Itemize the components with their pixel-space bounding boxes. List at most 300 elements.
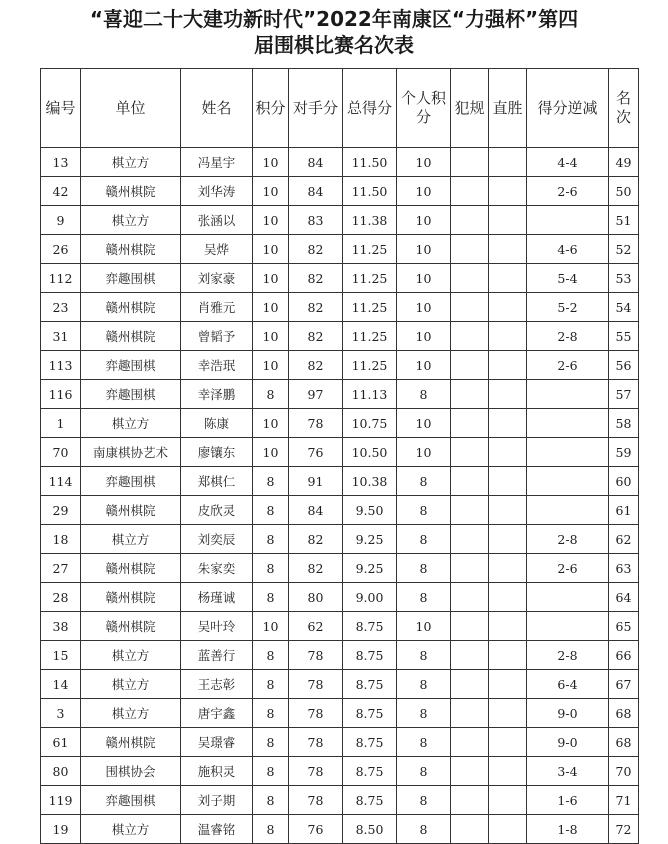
table-row: [41, 815, 639, 844]
cell-personal-score: 10: [397, 206, 451, 235]
cell-direct-win: [489, 699, 527, 728]
cell-total: 8.75: [343, 612, 397, 641]
cell-score: 8: [253, 757, 289, 786]
cell-total: 9.50: [343, 496, 397, 525]
cell-opponent-score: 78: [289, 409, 343, 438]
cell-score-ratio: [527, 409, 609, 438]
cell-personal-score: 10: [397, 351, 451, 380]
cell-name: 刘华涛: [181, 177, 253, 206]
cell-score-ratio: 5-2: [527, 293, 609, 322]
cell-id: 61: [41, 728, 81, 757]
cell-score-ratio: 2-6: [527, 351, 609, 380]
cell-direct-win: [489, 380, 527, 409]
cell-score: 8: [253, 786, 289, 815]
header-name: 姓名: [181, 69, 253, 148]
cell-id: 23: [41, 293, 81, 322]
cell-unit: 弈趣围棋: [81, 380, 181, 409]
cell-rank: 68: [609, 728, 639, 757]
cell-direct-win: [489, 641, 527, 670]
cell-rank: 51: [609, 206, 639, 235]
cell-total: 9.25: [343, 525, 397, 554]
cell-foul: [451, 409, 489, 438]
header-rank: 名次: [609, 69, 639, 148]
cell-name: 刘子期: [181, 786, 253, 815]
cell-total: 11.25: [343, 264, 397, 293]
table-row: [41, 351, 639, 380]
cell-foul: [451, 438, 489, 467]
cell-unit: 南康棋协艺术: [81, 438, 181, 467]
cell-foul: [451, 786, 489, 815]
cell-unit: 赣州棋院: [81, 612, 181, 641]
title-line-1: “喜迎二十大建功新时代”2022年南康区“力强杯”第四: [89, 7, 579, 31]
cell-direct-win: [489, 496, 527, 525]
cell-foul: [451, 525, 489, 554]
cell-rank: 68: [609, 699, 639, 728]
cell-score: 8: [253, 554, 289, 583]
cell-score: 10: [253, 148, 289, 177]
cell-foul: [451, 757, 489, 786]
cell-rank: 52: [609, 235, 639, 264]
cell-foul: [451, 380, 489, 409]
cell-id: 80: [41, 757, 81, 786]
table-row: [41, 583, 639, 612]
cell-total: 11.25: [343, 235, 397, 264]
cell-score-ratio: [527, 467, 609, 496]
cell-opponent-score: 78: [289, 786, 343, 815]
cell-personal-score: 8: [397, 380, 451, 409]
cell-score-ratio: 2-6: [527, 554, 609, 583]
cell-direct-win: [489, 235, 527, 264]
cell-opponent-score: 84: [289, 496, 343, 525]
cell-direct-win: [489, 467, 527, 496]
cell-name: 蓝善行: [181, 641, 253, 670]
cell-total: 10.38: [343, 467, 397, 496]
cell-id: 116: [41, 380, 81, 409]
cell-direct-win: [489, 177, 527, 206]
cell-score-ratio: [527, 380, 609, 409]
cell-unit: 弈趣围棋: [81, 264, 181, 293]
table-row: [41, 641, 639, 670]
table-row: [41, 757, 639, 786]
cell-rank: 65: [609, 612, 639, 641]
cell-total: 8.75: [343, 670, 397, 699]
cell-personal-score: 8: [397, 467, 451, 496]
cell-score: 8: [253, 583, 289, 612]
table-row: [41, 612, 639, 641]
cell-unit: 弈趣围棋: [81, 351, 181, 380]
cell-rank: 55: [609, 322, 639, 351]
cell-foul: [451, 293, 489, 322]
cell-rank: 61: [609, 496, 639, 525]
cell-personal-score: 10: [397, 612, 451, 641]
cell-total: 10.75: [343, 409, 397, 438]
cell-personal-score: 8: [397, 554, 451, 583]
cell-score-ratio: 1-8: [527, 815, 609, 844]
cell-score: 10: [253, 351, 289, 380]
cell-rank: 62: [609, 525, 639, 554]
cell-unit: 赣州棋院: [81, 293, 181, 322]
header-direct-win: 直胜: [489, 69, 527, 148]
cell-score-ratio: 2-8: [527, 322, 609, 351]
cell-name: 幸浩珉: [181, 351, 253, 380]
cell-name: 吴璟睿: [181, 728, 253, 757]
cell-score-ratio: 9-0: [527, 699, 609, 728]
header-row: [41, 69, 639, 148]
table-row: [41, 409, 639, 438]
cell-score: 10: [253, 438, 289, 467]
header-opponent-score: 对手分: [289, 69, 343, 148]
cell-score: 10: [253, 322, 289, 351]
cell-personal-score: 10: [397, 322, 451, 351]
cell-unit: 赣州棋院: [81, 554, 181, 583]
cell-opponent-score: 82: [289, 322, 343, 351]
cell-score: 10: [253, 409, 289, 438]
cell-id: 114: [41, 467, 81, 496]
cell-score-ratio: 3-4: [527, 757, 609, 786]
table-body: [41, 148, 639, 844]
cell-score: 8: [253, 496, 289, 525]
cell-opponent-score: 62: [289, 612, 343, 641]
table-row: [41, 206, 639, 235]
cell-unit: 棋立方: [81, 699, 181, 728]
cell-unit: 赣州棋院: [81, 583, 181, 612]
cell-personal-score: 10: [397, 235, 451, 264]
cell-score-ratio: 2-8: [527, 641, 609, 670]
cell-personal-score: 10: [397, 148, 451, 177]
cell-id: 29: [41, 496, 81, 525]
cell-foul: [451, 670, 489, 699]
cell-foul: [451, 815, 489, 844]
cell-opponent-score: 78: [289, 699, 343, 728]
cell-opponent-score: 76: [289, 815, 343, 844]
cell-name: 曾韬予: [181, 322, 253, 351]
cell-personal-score: 8: [397, 786, 451, 815]
cell-personal-score: 8: [397, 728, 451, 757]
cell-rank: 64: [609, 583, 639, 612]
cell-name: 冯星宇: [181, 148, 253, 177]
cell-total: 11.50: [343, 177, 397, 206]
cell-opponent-score: 78: [289, 728, 343, 757]
cell-name: 陈康: [181, 409, 253, 438]
cell-rank: 59: [609, 438, 639, 467]
cell-score-ratio: 4-4: [527, 148, 609, 177]
cell-id: 119: [41, 786, 81, 815]
table-row: [41, 177, 639, 206]
header-id: 编号: [41, 69, 81, 148]
table-row: [41, 235, 639, 264]
cell-id: 14: [41, 670, 81, 699]
cell-name: 郑棋仁: [181, 467, 253, 496]
cell-direct-win: [489, 670, 527, 699]
cell-opponent-score: 82: [289, 554, 343, 583]
cell-opponent-score: 82: [289, 293, 343, 322]
table-row: [41, 467, 639, 496]
cell-opponent-score: 83: [289, 206, 343, 235]
cell-unit: 棋立方: [81, 641, 181, 670]
cell-direct-win: [489, 728, 527, 757]
cell-rank: 56: [609, 351, 639, 380]
cell-direct-win: [489, 351, 527, 380]
cell-id: 70: [41, 438, 81, 467]
cell-total: 8.75: [343, 699, 397, 728]
cell-score: 10: [253, 206, 289, 235]
cell-unit: 弈趣围棋: [81, 786, 181, 815]
cell-unit: 棋立方: [81, 148, 181, 177]
table-row: [41, 525, 639, 554]
cell-opponent-score: 84: [289, 177, 343, 206]
cell-name: 温睿铭: [181, 815, 253, 844]
cell-direct-win: [489, 322, 527, 351]
cell-opponent-score: 97: [289, 380, 343, 409]
cell-id: 9: [41, 206, 81, 235]
cell-score: 10: [253, 612, 289, 641]
cell-unit: 棋立方: [81, 815, 181, 844]
cell-unit: 棋立方: [81, 206, 181, 235]
cell-opponent-score: 84: [289, 148, 343, 177]
cell-score-ratio: 2-8: [527, 525, 609, 554]
cell-rank: 72: [609, 815, 639, 844]
cell-personal-score: 8: [397, 815, 451, 844]
cell-total: 9.00: [343, 583, 397, 612]
cell-unit: 赣州棋院: [81, 235, 181, 264]
cell-personal-score: 8: [397, 670, 451, 699]
ranking-table: [40, 68, 639, 844]
header-foul: 犯规: [451, 69, 489, 148]
cell-personal-score: 10: [397, 264, 451, 293]
cell-total: 11.25: [343, 322, 397, 351]
cell-rank: 60: [609, 467, 639, 496]
cell-id: 15: [41, 641, 81, 670]
cell-foul: [451, 177, 489, 206]
cell-name: 吴叶玲: [181, 612, 253, 641]
cell-score-ratio: [527, 206, 609, 235]
table-row: [41, 148, 639, 177]
cell-total: 8.75: [343, 641, 397, 670]
table-row: [41, 438, 639, 467]
cell-id: 112: [41, 264, 81, 293]
cell-foul: [451, 583, 489, 612]
cell-foul: [451, 467, 489, 496]
cell-foul: [451, 728, 489, 757]
cell-direct-win: [489, 786, 527, 815]
cell-unit: 赣州棋院: [81, 728, 181, 757]
cell-direct-win: [489, 264, 527, 293]
cell-score: 8: [253, 380, 289, 409]
cell-foul: [451, 554, 489, 583]
cell-score-ratio: 2-6: [527, 177, 609, 206]
cell-score-ratio: [527, 496, 609, 525]
cell-personal-score: 8: [397, 496, 451, 525]
cell-rank: 57: [609, 380, 639, 409]
cell-opponent-score: 82: [289, 525, 343, 554]
cell-direct-win: [489, 815, 527, 844]
cell-direct-win: [489, 554, 527, 583]
cell-personal-score: 10: [397, 293, 451, 322]
cell-rank: 49: [609, 148, 639, 177]
cell-id: 27: [41, 554, 81, 583]
cell-opponent-score: 82: [289, 264, 343, 293]
cell-name: 刘家豪: [181, 264, 253, 293]
cell-opponent-score: 80: [289, 583, 343, 612]
cell-score: 8: [253, 641, 289, 670]
cell-opponent-score: 91: [289, 467, 343, 496]
cell-score-ratio: 6-4: [527, 670, 609, 699]
cell-total: 9.25: [343, 554, 397, 583]
cell-foul: [451, 148, 489, 177]
cell-score-ratio: 4-6: [527, 235, 609, 264]
cell-name: 张涵以: [181, 206, 253, 235]
table-row: [41, 380, 639, 409]
cell-id: 28: [41, 583, 81, 612]
cell-id: 3: [41, 699, 81, 728]
table-row: [41, 322, 639, 351]
cell-foul: [451, 264, 489, 293]
cell-name: 唐宇鑫: [181, 699, 253, 728]
cell-personal-score: 10: [397, 177, 451, 206]
cell-name: 刘奕辰: [181, 525, 253, 554]
cell-personal-score: 8: [397, 699, 451, 728]
table-row: [41, 554, 639, 583]
cell-opponent-score: 78: [289, 757, 343, 786]
cell-score: 8: [253, 815, 289, 844]
cell-total: 8.75: [343, 757, 397, 786]
cell-direct-win: [489, 438, 527, 467]
cell-opponent-score: 82: [289, 235, 343, 264]
cell-name: 吴烨: [181, 235, 253, 264]
cell-name: 皮欣灵: [181, 496, 253, 525]
cell-unit: 赣州棋院: [81, 322, 181, 351]
cell-name: 王志彰: [181, 670, 253, 699]
cell-rank: 63: [609, 554, 639, 583]
cell-id: 42: [41, 177, 81, 206]
cell-direct-win: [489, 612, 527, 641]
cell-direct-win: [489, 206, 527, 235]
cell-score: 10: [253, 177, 289, 206]
cell-direct-win: [489, 757, 527, 786]
cell-score-ratio: [527, 438, 609, 467]
cell-id: 13: [41, 148, 81, 177]
cell-name: 幸泽鹏: [181, 380, 253, 409]
cell-foul: [451, 699, 489, 728]
cell-score-ratio: [527, 583, 609, 612]
cell-total: 11.25: [343, 293, 397, 322]
table-row: [41, 699, 639, 728]
cell-score: 10: [253, 293, 289, 322]
cell-foul: [451, 496, 489, 525]
cell-score: 8: [253, 670, 289, 699]
cell-personal-score: 8: [397, 757, 451, 786]
cell-rank: 50: [609, 177, 639, 206]
cell-score: 8: [253, 467, 289, 496]
cell-total: 11.25: [343, 351, 397, 380]
cell-id: 19: [41, 815, 81, 844]
header-unit: 单位: [81, 69, 181, 148]
cell-name: 杨瑾诚: [181, 583, 253, 612]
table-row: [41, 786, 639, 815]
cell-opponent-score: 76: [289, 438, 343, 467]
cell-unit: 棋立方: [81, 670, 181, 699]
cell-id: 26: [41, 235, 81, 264]
cell-unit: 弈趣围棋: [81, 467, 181, 496]
cell-name: 施积灵: [181, 757, 253, 786]
cell-unit: 棋立方: [81, 525, 181, 554]
cell-score: 8: [253, 728, 289, 757]
cell-total: 8.50: [343, 815, 397, 844]
cell-direct-win: [489, 525, 527, 554]
cell-personal-score: 10: [397, 438, 451, 467]
cell-foul: [451, 351, 489, 380]
cell-opponent-score: 82: [289, 351, 343, 380]
cell-rank: 66: [609, 641, 639, 670]
cell-rank: 58: [609, 409, 639, 438]
cell-foul: [451, 612, 489, 641]
table-row: [41, 293, 639, 322]
cell-personal-score: 8: [397, 583, 451, 612]
cell-rank: 67: [609, 670, 639, 699]
cell-foul: [451, 641, 489, 670]
cell-id: 1: [41, 409, 81, 438]
cell-foul: [451, 206, 489, 235]
cell-total: 8.75: [343, 728, 397, 757]
cell-direct-win: [489, 293, 527, 322]
cell-score-ratio: 5-4: [527, 264, 609, 293]
cell-direct-win: [489, 148, 527, 177]
cell-foul: [451, 322, 489, 351]
cell-total: 8.75: [343, 786, 397, 815]
cell-rank: 53: [609, 264, 639, 293]
header-total: 总得分: [343, 69, 397, 148]
table-row: [41, 496, 639, 525]
cell-opponent-score: 78: [289, 641, 343, 670]
header-score-ratio: 得分逆减: [527, 69, 609, 148]
cell-rank: 71: [609, 786, 639, 815]
cell-id: 18: [41, 525, 81, 554]
cell-personal-score: 8: [397, 641, 451, 670]
header-personal-score: 个人积分: [397, 69, 451, 148]
cell-id: 113: [41, 351, 81, 380]
cell-name: 肖雅元: [181, 293, 253, 322]
cell-total: 11.50: [343, 148, 397, 177]
cell-name: 廖镶东: [181, 438, 253, 467]
cell-score: 10: [253, 235, 289, 264]
cell-total: 11.13: [343, 380, 397, 409]
cell-unit: 围棋协会: [81, 757, 181, 786]
cell-score-ratio: 1-6: [527, 786, 609, 815]
cell-score: 10: [253, 264, 289, 293]
cell-total: 11.38: [343, 206, 397, 235]
cell-unit: 赣州棋院: [81, 496, 181, 525]
title-line-2: 届围棋比赛名次表: [254, 33, 414, 57]
table-row: [41, 670, 639, 699]
header-score: 积分: [253, 69, 289, 148]
cell-unit: 赣州棋院: [81, 177, 181, 206]
cell-id: 38: [41, 612, 81, 641]
cell-personal-score: 10: [397, 409, 451, 438]
cell-score: 8: [253, 699, 289, 728]
cell-score-ratio: 9-0: [527, 728, 609, 757]
cell-rank: 54: [609, 293, 639, 322]
cell-total: 10.50: [343, 438, 397, 467]
cell-score: 8: [253, 525, 289, 554]
cell-direct-win: [489, 583, 527, 612]
cell-opponent-score: 78: [289, 670, 343, 699]
cell-direct-win: [489, 409, 527, 438]
cell-rank: 70: [609, 757, 639, 786]
cell-personal-score: 8: [397, 525, 451, 554]
table-row: [41, 264, 639, 293]
cell-id: 31: [41, 322, 81, 351]
cell-name: 朱家奕: [181, 554, 253, 583]
